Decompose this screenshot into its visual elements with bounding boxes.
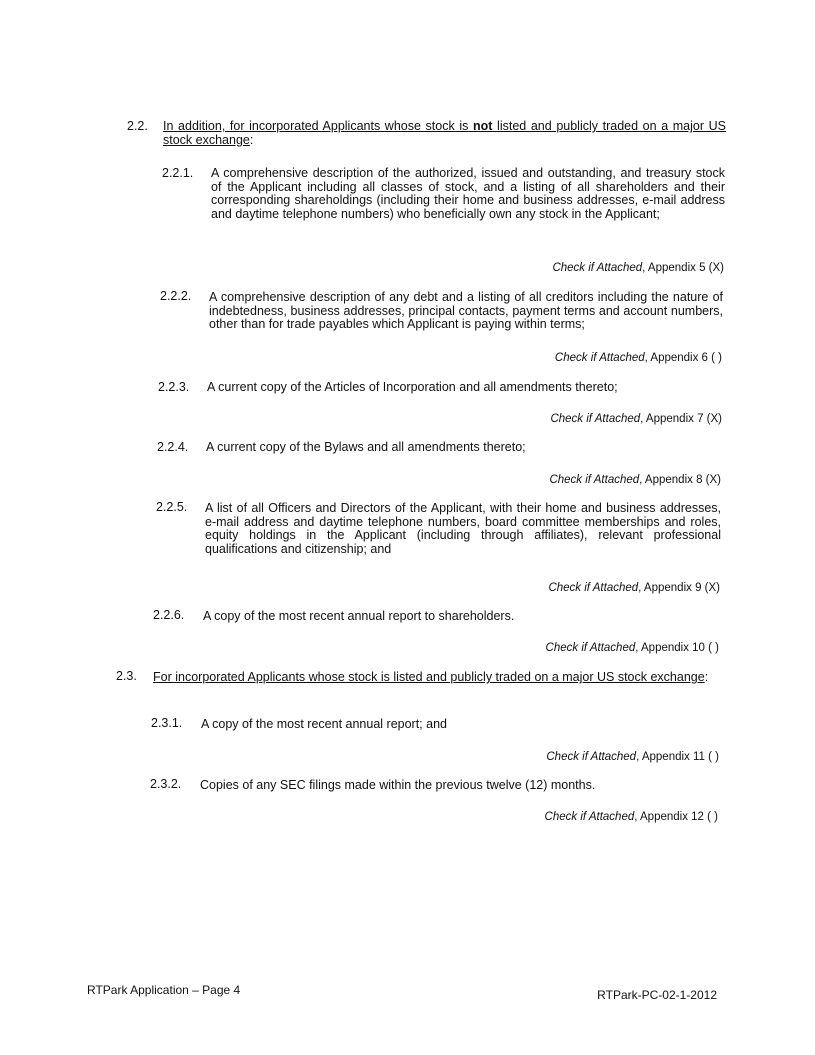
item-number: 2.2.2. [160,289,192,303]
check-if-attached-line [546,642,719,655]
item-number: 2.2.6. [153,608,185,622]
check-if-attached-line [545,811,718,824]
check-label: Check if Attached [549,474,640,486]
item-number: 2.2.3. [158,380,190,394]
appendix-ref: , Appendix 9 (X) [638,582,720,594]
item-number: 2.2.4. [157,440,189,454]
check-if-attached-line [550,413,722,426]
appendix-ref: , Appendix 11 ( ) [636,751,719,763]
check-if-attached-line [549,474,721,487]
item-text: A current copy of the Articles of Incorporation and all amendments thereto; [207,380,618,394]
footer-page-label: RTPark Application – Page 4 [87,983,241,997]
section-heading-text-post: listed and publicly traded on a major US stock exchange [163,119,726,147]
appendix-ref: , Appendix 8 (X) [639,474,721,486]
check-label: Check if Attached [548,582,639,594]
check-if-attached-line [552,262,724,275]
section-heading-colon: : [704,670,709,684]
item-text: A comprehensive description of any debt and a listing of all creditors including the nature of indebtedness, business addresses, principal contacts, payment terms and account numbers, other than for trade payables which Applicant is paying within terms; [209,290,723,332]
footer-document-code: RTPark-PC-02-1-2012 [597,988,717,1002]
item-text: A copy of the most recent annual report to shareholders. [203,609,515,623]
check-if-attached-line [548,582,720,595]
appendix-ref: , Appendix 5 (X) [642,262,724,274]
check-if-attached-line [546,751,719,764]
section-heading-text-pre: In addition, for incorporated Applicants whose stock is [163,119,473,133]
item-number: 2.3.2. [150,777,182,791]
appendix-ref: , Appendix 12 ( ) [634,811,718,823]
check-label: Check if Attached [554,352,645,364]
appendix-ref: , Appendix 10 ( ) [635,642,719,654]
check-label: Check if Attached [546,751,637,763]
appendix-ref: , Appendix 7 (X) [640,413,722,425]
section-number: 2.2. [127,119,148,133]
item-text: A list of all Officers and Directors of the Applicant, with their home and business addresses, e-mail address and daytime telephone numbers, board committee memberships and roles, equity holdings in the Applicant (including through affiliates), relevant professional qualifications and citizenship; and [205,501,721,556]
check-label: Check if Attached [550,413,641,425]
item-number: 2.2.1. [162,166,194,180]
check-label: Check if Attached [545,642,636,654]
item-text: A comprehensive description of the authorized, issued and outstanding, and treasury stock of the Applicant including all classes of stock, and a listing of all shareholders and their corresponding shareholdings (including their home and business addresses, e-mail address and daytime telephone numbers) who beneficially own any stock in the Applicant; [211,166,725,221]
item-number: 2.2.5. [156,500,188,514]
item-text: Copies of any SEC filings made within the previous twelve (12) months. [200,778,596,792]
check-if-attached-line [555,352,722,365]
section-heading [153,671,721,685]
section-heading-text: For incorporated Applicants whose stock is listed and publicly traded on a major US stock exchange [153,670,705,684]
check-label: Check if Attached [552,262,643,274]
section-heading-emphasis: not [473,119,493,133]
appendix-ref: , Appendix 6 ( ) [644,352,722,364]
section-heading [163,120,726,147]
check-label: Check if Attached [544,811,635,823]
item-number: 2.3.1. [151,716,183,730]
item-text: A copy of the most recent annual report; and [201,717,447,731]
section-number: 2.3. [116,669,137,683]
item-text: A current copy of the Bylaws and all amendments thereto; [206,440,526,454]
section-heading-colon: : [249,132,254,147]
